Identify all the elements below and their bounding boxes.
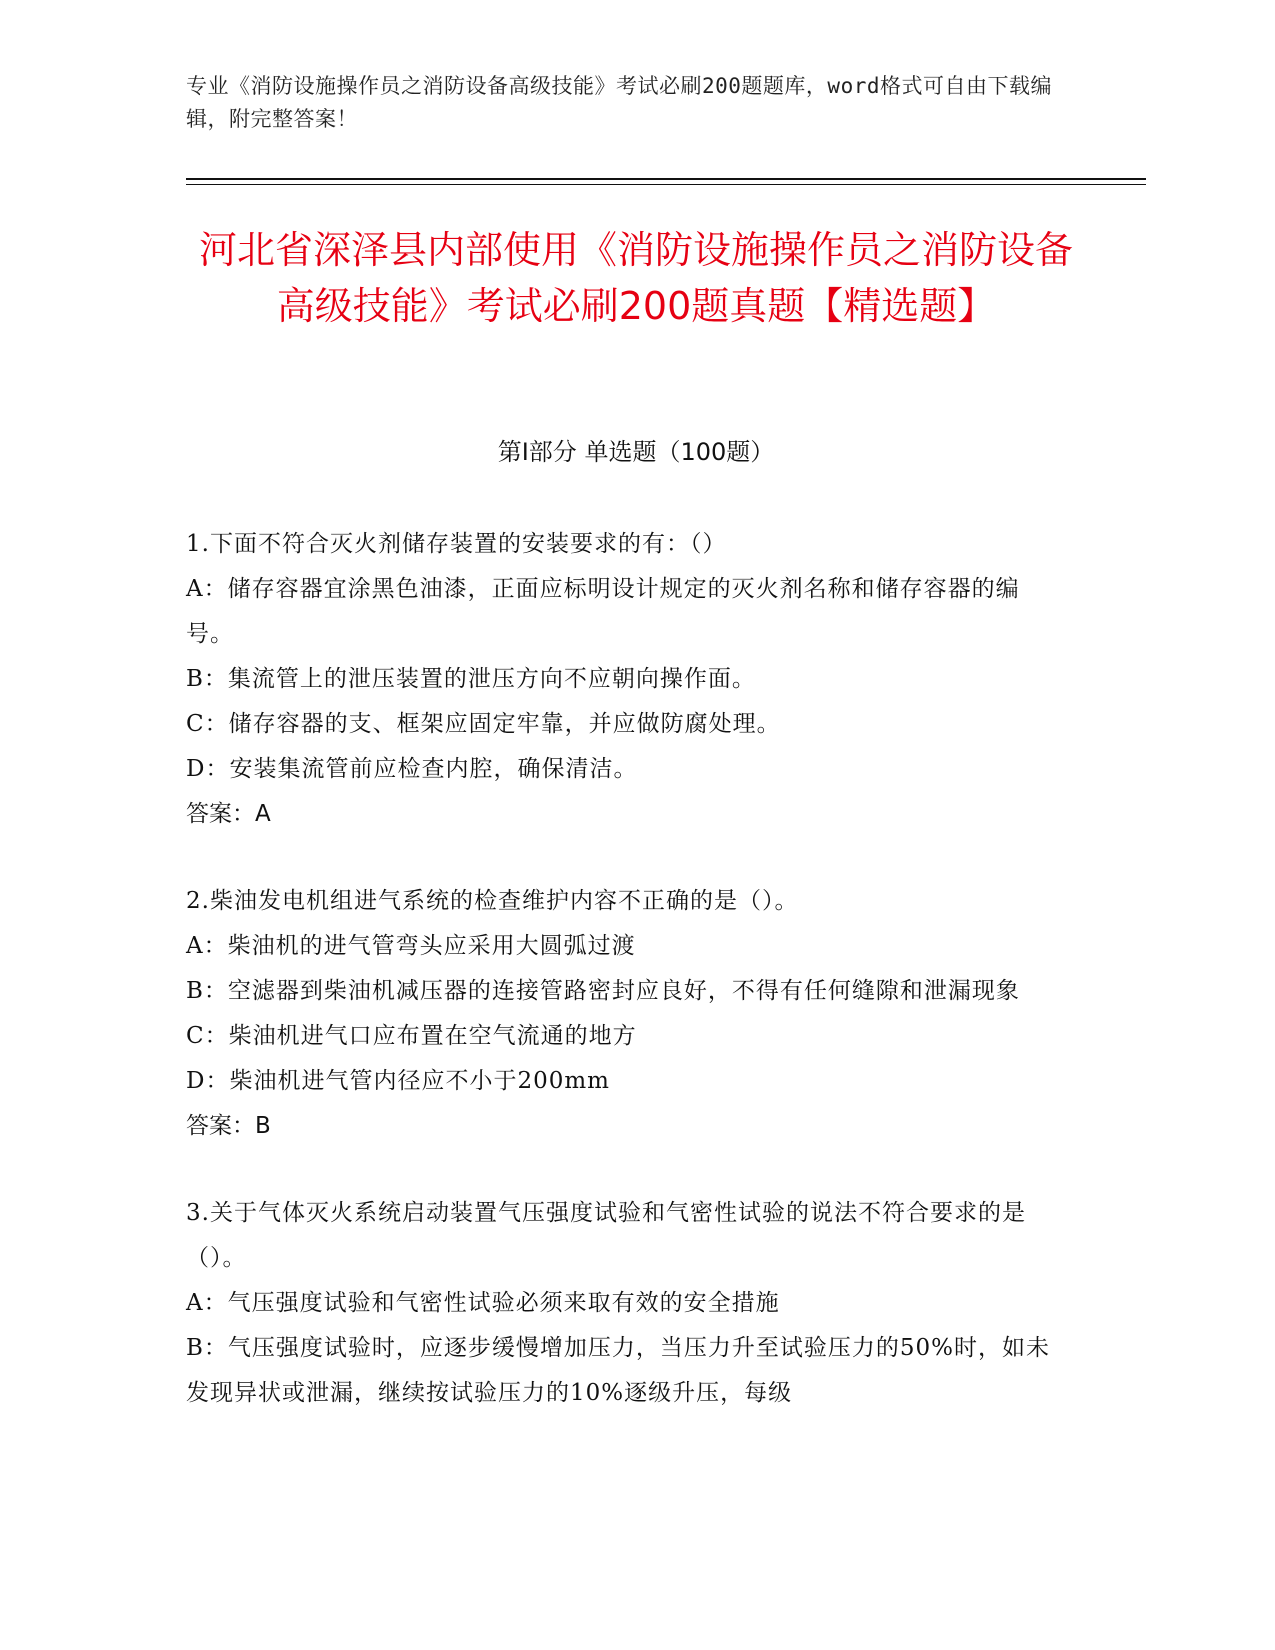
answer: 答案：A bbox=[186, 801, 271, 827]
option-c: C：柴油机进气口应布置在空气流通的地方 bbox=[186, 1023, 637, 1049]
option-d: D：安装集流管前应检查内腔，确保清洁。 bbox=[186, 756, 638, 782]
option-a: A：气压强度试验和气密性试验必须来取有效的安全措施 bbox=[186, 1290, 780, 1316]
option-b: B：气压强度试验时，应逐步缓慢增加压力，当压力升至试验压力的50%时，如未发现异状或泄漏，继续按试验压力的10%逐级升压，每级 bbox=[186, 1335, 1051, 1406]
question-stem: 1.下面不符合灭火剂储存装置的安装要求的有：（） bbox=[186, 531, 727, 557]
option-c: C：储存容器的支、框架应固定牢靠，并应做防腐处理。 bbox=[186, 711, 781, 737]
option-b: B：空滤器到柴油机减压器的连接管路密封应良好，不得有任何缝隙和泄漏现象 bbox=[186, 978, 1020, 1004]
question-stem: 3.关于气体灭火系统启动装置气压强度试验和气密性试验的说法不符合要求的是（）。 bbox=[186, 1200, 1026, 1271]
question-3 bbox=[186, 1191, 1066, 1416]
question-list bbox=[186, 522, 1066, 1458]
option-d: D：柴油机进气管内径应不小于200mm bbox=[186, 1068, 610, 1094]
option-a: A：储存容器宜涂黑色油漆，正面应标明设计规定的灭火剂名称和储存容器的编号。 bbox=[186, 576, 1020, 647]
answer: 答案：B bbox=[186, 1113, 271, 1139]
option-b: B：集流管上的泄压装置的泄压方向不应朝向操作面。 bbox=[186, 666, 756, 692]
question-2 bbox=[186, 879, 1066, 1149]
question-1 bbox=[186, 522, 1066, 837]
header-divider-thin bbox=[186, 184, 1146, 185]
document-title: 河北省深泽县内部使用《消防设施操作员之消防设备高级技能》考试必刷200题真题【精选题】 bbox=[198, 228, 1073, 328]
section-title: 第I部分 单选题（100题） bbox=[497, 438, 775, 466]
question-stem: 2.柴油发电机组进气系统的检查维护内容不正确的是（）。 bbox=[186, 888, 799, 914]
header-divider-thick bbox=[186, 178, 1146, 180]
header-note: 专业《消防设施操作员之消防设备高级技能》考试必刷200题题库，word格式可自由下载编辑，附完整答案！ bbox=[186, 74, 1052, 131]
option-a: A：柴油机的进气管弯头应采用大圆弧过渡 bbox=[186, 933, 636, 959]
